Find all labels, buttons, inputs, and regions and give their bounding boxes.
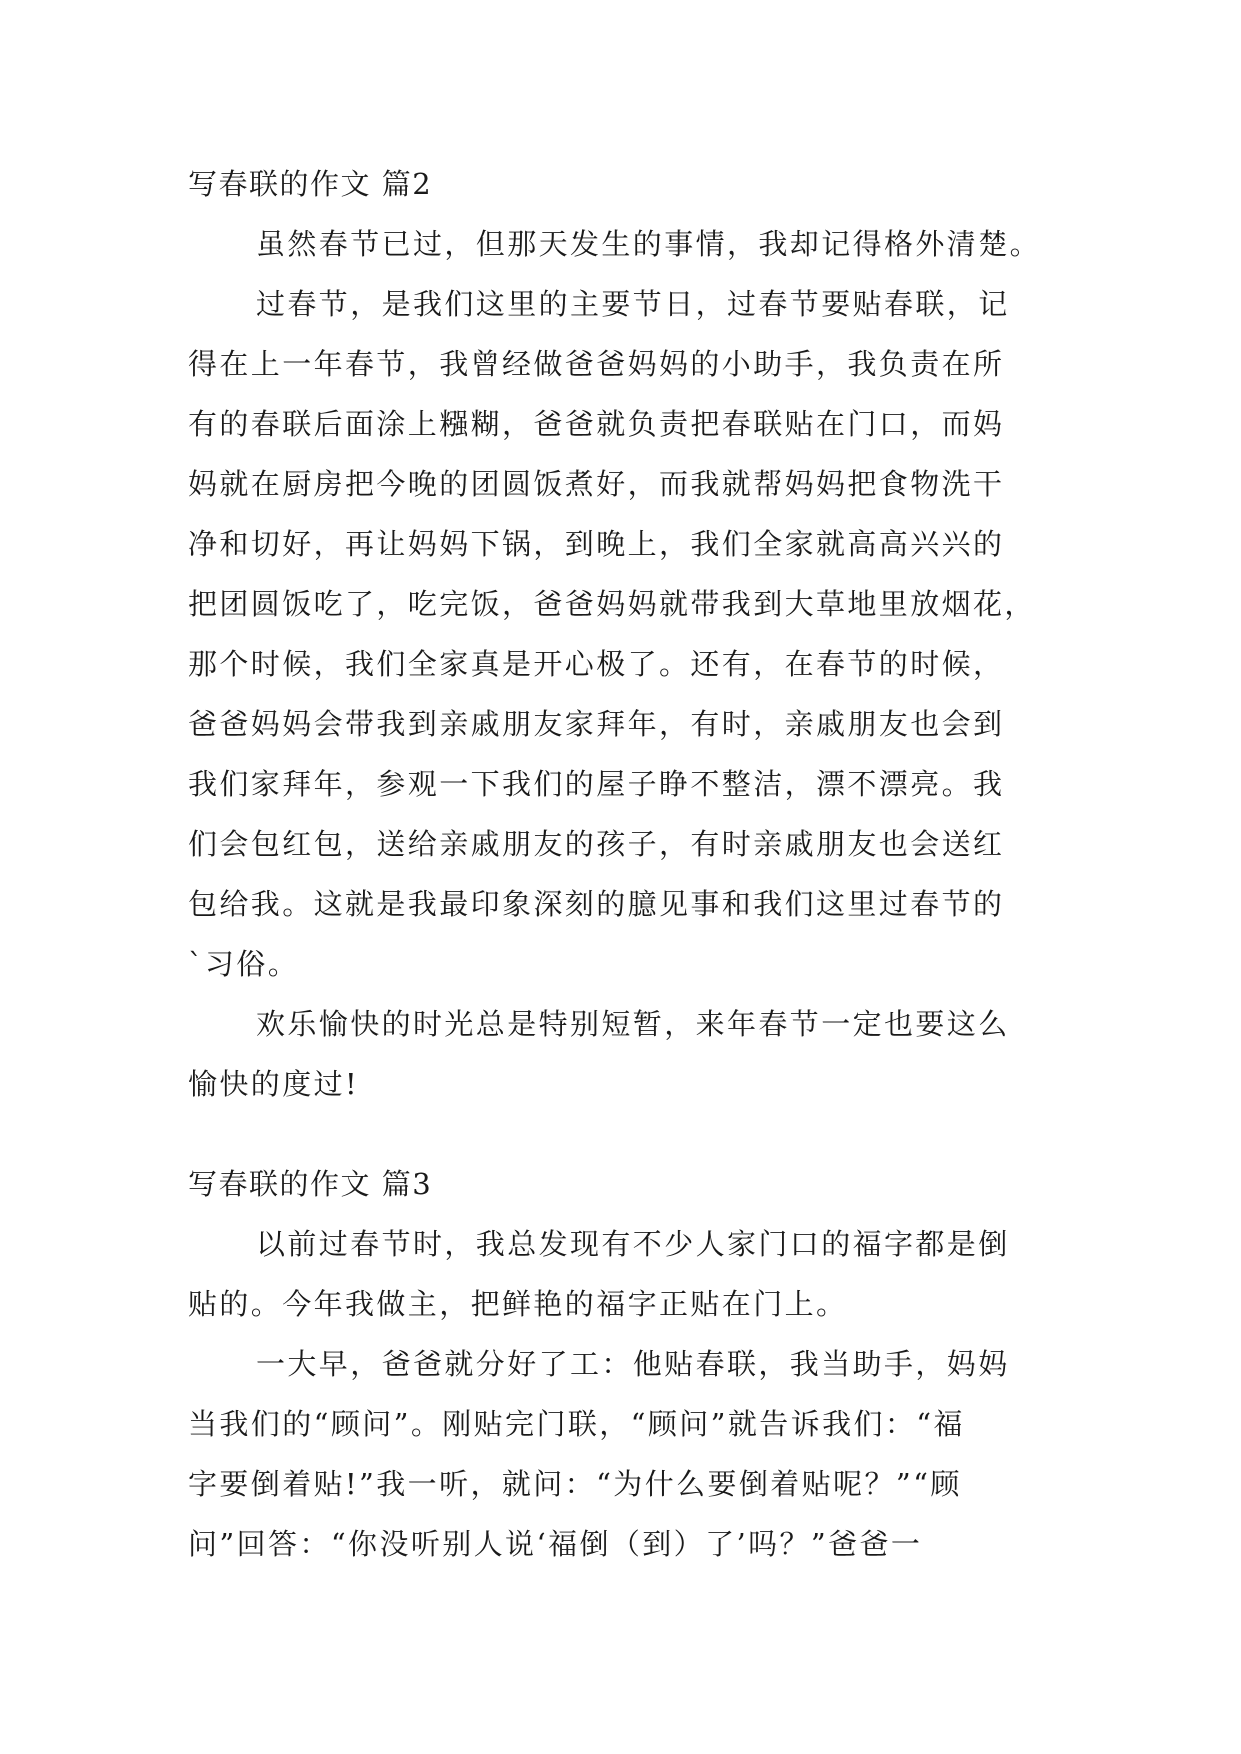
paragraph-line: 一大早，爸爸就分好了工：他贴春联，我当助手，妈妈	[256, 1347, 1010, 1381]
paragraph-line: 净和切好，再让妈妈下锅，到晚上，我们全家就高高兴兴的	[188, 527, 1005, 561]
paragraph-line: 们会包红包，送给亲戚朋友的孩子，有时亲戚朋友也会送红	[188, 827, 1005, 861]
paragraph-line: 当我们的“顾问”。刚贴完门联，“顾问”就告诉我们：“福	[188, 1407, 965, 1441]
paragraph-line: 以前过春节时，我总发现有不少人家门口的福字都是倒	[256, 1227, 1010, 1261]
section-heading: 写春联的作文 篇3	[188, 1167, 433, 1201]
paragraph-line: 字要倒着贴!”我一听，就问：“为什么要倒着贴呢？”“顾	[188, 1467, 962, 1501]
paragraph-line: 我们家拜年，参观一下我们的屋子睁不整洁，漂不漂亮。我	[188, 767, 1005, 801]
paragraph-line: 有的春联后面涂上糨糊，爸爸就负责把春联贴在门口，而妈	[188, 407, 1005, 441]
paragraph-line: 那个时候，我们全家真是开心极了。还有，在春节的时候，	[188, 647, 1005, 681]
paragraph-line: `习俗。	[188, 947, 300, 981]
paragraph-line: 包给我。这就是我最印象深刻的臆见事和我们这里过春节的	[188, 887, 1005, 921]
paragraph-line: 欢乐愉快的时光总是特别短暂，来年春节一定也要这么	[256, 1007, 1010, 1041]
paragraph-line: 过春节，是我们这里的主要节日，过春节要贴春联，记	[256, 287, 1010, 321]
paragraph-line: 问”回答：“你没听别人说‘福倒（到）了’吗？”爸爸一	[188, 1527, 923, 1561]
paragraph-line: 虽然春节已过，但那天发生的事情，我却记得格外清楚。	[256, 227, 1042, 261]
paragraph-line: 贴的。今年我做主，把鲜艳的福字正贴在门上。	[188, 1287, 848, 1321]
paragraph-line: 妈就在厨房把今晚的团圆饭煮好，而我就帮妈妈把食物洗干	[188, 467, 1005, 501]
paragraph-line: 爸爸妈妈会带我到亲戚朋友家拜年，有时，亲戚朋友也会到	[188, 707, 1005, 741]
paragraph-line: 把团圆饭吃了，吃完饭，爸爸妈妈就带我到大草地里放烟花，	[188, 587, 1036, 621]
section-heading: 写春联的作文 篇2	[188, 167, 433, 201]
paragraph-line: 愉快的度过!	[188, 1067, 360, 1101]
paragraph-line: 得在上一年春节，我曾经做爸爸妈妈的小助手，我负责在所	[188, 347, 1005, 381]
